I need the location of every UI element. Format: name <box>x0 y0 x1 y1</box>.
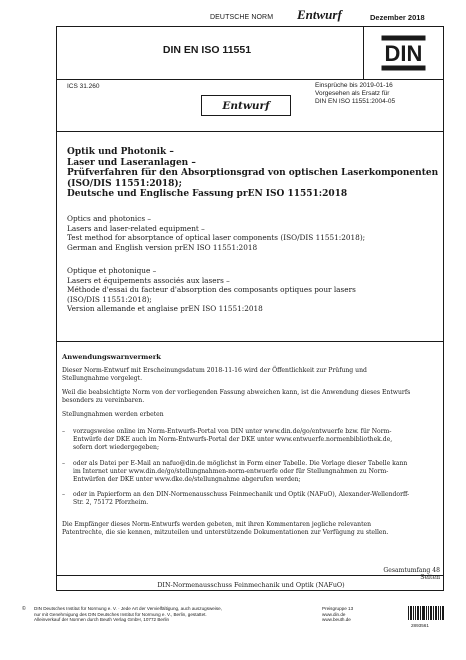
bullet-text <box>73 491 440 507</box>
cover-frame <box>56 26 444 591</box>
patent-paragraph <box>62 521 440 537</box>
comments-request: Stellungnahmen werden erbeten <box>62 411 164 418</box>
din-logo-icon <box>381 35 426 71</box>
warning-paragraph-line: Stellungnahme vorgelegt. <box>62 375 143 383</box>
bullet-line: im Internet unter www.din.de/go/stellungnahmen-norm-entwuerfe oder für Stellungnahmen zu Norm- <box>73 468 389 476</box>
objection-line: DIN EN ISO 11551:2004-05 <box>315 98 396 105</box>
din-logo-text: DIN <box>384 41 423 66</box>
title-english <box>67 214 439 252</box>
title-top-rule <box>57 131 443 132</box>
bullet-text <box>73 460 440 485</box>
copyright-line: DIN Deutsches Institut für Normung e. V. · Jede Art der Vervielfältigung, auch auszugsweise, <box>34 606 223 611</box>
bullet-dash: – <box>62 491 66 498</box>
title-french <box>67 266 439 314</box>
title-english-line: Lasers and laser-related equipment – <box>67 223 205 233</box>
document-code: 2893561 <box>411 623 429 628</box>
objection-line: Vorgesehen als Ersatz für <box>315 90 390 97</box>
price-group: Preisgruppe 13 <box>322 606 354 611</box>
warning-heading: Anwendungswarnvermerk <box>62 353 161 361</box>
title-german-line: Laser und Laseranlagen – <box>67 157 196 168</box>
warning-paragraph <box>62 367 440 383</box>
bullet-line: oder in Papierform an den DIN-Normenausschuss Feinmechanik und Optik (NAFuO), Alexander-Wellendorff- <box>73 491 410 498</box>
title-french-line: Lasers et équipements associés aux lasers – <box>67 275 230 285</box>
committee-rule <box>57 575 443 576</box>
norm-type-label: DEUTSCHE NORM <box>210 14 274 21</box>
bullet-line: Str. 2, 75172 Pforzheim. <box>73 499 149 507</box>
warning-paragraph-line: Dieser Norm-Entwurf mit Erscheinungsdatum 2018-11-16 wird der Öffentlichkeit zur Prüfung und <box>62 367 367 374</box>
header-divider-vertical <box>363 27 364 80</box>
title-french-line: Version allemande et anglaise prEN ISO 11551:2018 <box>67 304 263 314</box>
total-pages: Gesamtumfang 48 Seiten <box>383 567 440 581</box>
title-german-line: Prüfverfahren für den Absorptionsgrad von optischen Laserkomponenten <box>67 168 439 178</box>
barcode-icon <box>408 606 444 620</box>
title-german-line: Optik und Photonik – <box>67 147 174 157</box>
bullet-dash: – <box>62 428 66 435</box>
patent-paragraph-line: Patentrechte, die sie kennen, mitzuteilen und unterstützende Dokumentationen zur Verfügung zu stellen. <box>62 529 389 537</box>
din-website: www.din.de <box>322 611 346 617</box>
deviation-paragraph-line: besonders zu vereinbaren. <box>62 397 145 405</box>
beuth-website: www.beuth.de <box>322 617 351 623</box>
bullet-line: Entwürfen der DKE unter www.dke.de/stellungnahme abgerufen werden; <box>73 476 301 484</box>
committee-name: DIN-Normenausschuss Feinmechanik und Optik (NAFuO) <box>157 581 345 589</box>
title-english-line: Optics and photonics – <box>67 214 152 223</box>
copyright-notice <box>34 606 222 623</box>
title-english-line: German and English version prEN ISO 11551:2018 <box>67 242 258 252</box>
bullet-line: oder als Datei per E-Mail an nafuo@din.de möglichst in Form einer Tabelle. Die Vorlage dieser Tabelle kann <box>73 460 408 467</box>
bullet-line: vorzugsweise online im Norm-Entwurfs-Portal von DIN unter www.din.de/go/entwuerfe bzw. für Norm- <box>73 428 392 435</box>
title-french-line: (ISO/DIS 11551:2018); <box>67 294 152 304</box>
price-info <box>322 606 353 623</box>
issue-date: Dezember 2018 <box>370 13 425 22</box>
ics-code: ICS 31.260 <box>67 83 100 90</box>
objection-info <box>315 82 395 106</box>
draft-label: Entwurf <box>297 7 342 22</box>
patent-paragraph-line: Die Empfänger dieses Norm-Entwurfs werden gebeten, mit ihren Kommentaren jegliche relevanten <box>62 521 372 528</box>
copyright-line: Alleinverkauf der Normen durch Beuth Verlag GmbH, 10772 Berlin <box>34 617 170 623</box>
title-french-line: Méthode d'essai du facteur d'absorption des composants optiques pour lasers <box>67 285 356 295</box>
title-german-line: (ISO/DIS 11551:2018); <box>67 178 183 189</box>
document-number: DIN EN ISO 11551 <box>162 44 252 56</box>
title-french-line: Optique et photonique – <box>67 266 157 275</box>
copyright-mark: © <box>22 606 26 612</box>
draft-box: Entwurf <box>201 95 291 116</box>
title-german-line: Deutsche und Englische Fassung prEN ISO 11551:2018 <box>67 189 348 199</box>
title-english-line: Test method for absorptance of optical laser components (ISO/DIS 11551:2018); <box>67 233 366 243</box>
bullet-line: Entwürfe der DKE auch im Norm-Entwurfs-Portal der DKE unter www.entwuerfe.normenbibliothek.de, <box>73 436 393 444</box>
objection-line: Einsprüche bis 2019-01-16 <box>315 82 393 89</box>
bullet-line: sofern dort wiedergegeben; <box>73 444 159 452</box>
deviation-paragraph-line: Weil die beabsichtigte Norm von der vorliegenden Fassung abweichen kann, ist die Anwendung dieses Entwurfs <box>62 389 411 396</box>
header-rule <box>57 79 443 80</box>
bullet-dash: – <box>62 460 66 467</box>
bullet-text <box>73 428 440 453</box>
deviation-paragraph <box>62 389 440 405</box>
title-bottom-rule <box>57 341 443 342</box>
copyright-line: nur mit Genehmigung des DIN Deutsches Institut für Normung e. V., Berlin, gestattet. <box>34 611 207 617</box>
title-german <box>67 147 439 200</box>
